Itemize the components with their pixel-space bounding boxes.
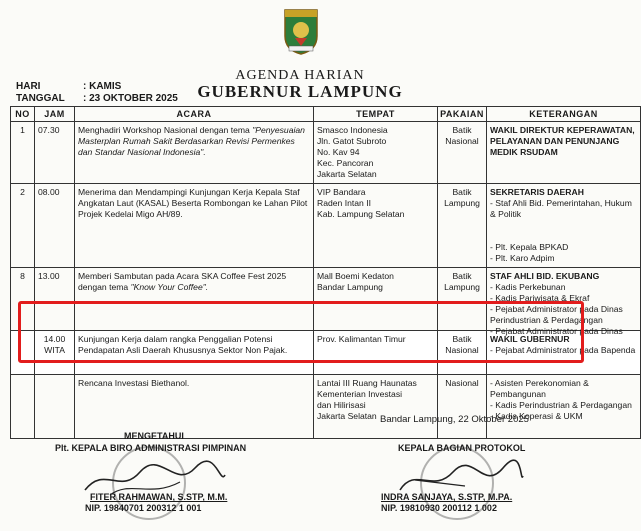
row-keterangan <box>487 242 641 268</box>
keterangan-title: WAKIL DIREKTUR KEPERAWATAN, PELAYANAN DAN PENUNJANG MEDIK RSUDAM <box>490 125 635 157</box>
keterangan-title: STAF AHLI BID. EKUBANG <box>490 270 600 281</box>
row-keterangan <box>487 374 641 438</box>
keterangan-item: - Pejabat Administrator pada Dinas Perindustrian & Perdagangan <box>490 303 623 325</box>
left-name: FITER RAHMAWAN, S.STP, M.M. <box>90 492 228 502</box>
keterangan-item: - Pejabat Administrator pada Dinas <box>490 325 623 336</box>
row-jam: 14.00 WITA <box>35 330 75 374</box>
row-jam: 08.00 <box>35 184 75 242</box>
right-name: INDRA SANJAYA, S.STP, M.PA. <box>381 492 513 502</box>
office-title: GUBERNUR LAMPUNG <box>197 82 403 101</box>
table-header-row <box>11 107 641 122</box>
left-role: Plt. KEPALA BIRO ADMINISTRASI PIMPINAN <box>55 443 247 453</box>
row-acara <box>75 184 314 242</box>
col-header-tempat: TEMPAT <box>314 107 438 122</box>
row-no: 8 <box>11 267 35 330</box>
tempat-line: dan Hilirisasi <box>317 399 366 410</box>
pakaian-line: Lampung <box>444 281 480 292</box>
row-tempat <box>314 184 438 242</box>
keterangan-item: - Pejabat Administrator pada Bapenda <box>490 344 636 355</box>
table-row <box>11 184 641 242</box>
tempat-line: Kab. Lampung Selatan <box>317 209 405 219</box>
acara-text: Menghadiri Workshop Nasional dengan tema <box>78 125 253 135</box>
hari-label: HARI <box>16 81 41 92</box>
col-header-keterangan: KETERANGAN <box>487 107 641 122</box>
row-pakaian <box>438 374 487 438</box>
row-tempat <box>314 374 438 438</box>
pakaian-line: Lampung <box>444 198 480 208</box>
keterangan-title: SEKRETARIS DAERAH <box>490 187 584 197</box>
row-jam: 07.30 <box>35 122 75 184</box>
tempat-line: Smasco Indonesia <box>317 125 388 135</box>
left-heading: MENGETAHUI <box>124 431 184 441</box>
row-keterangan <box>487 184 641 242</box>
pakaian-line: Nasional <box>445 136 479 146</box>
table-row <box>11 242 641 268</box>
col-header-acara: ACARA <box>75 107 314 122</box>
row-acara <box>75 374 314 438</box>
row-pakaian <box>438 122 487 184</box>
tempat-line: Jakarta Selatan <box>317 410 377 421</box>
table-row <box>11 122 641 184</box>
tempat-line: Jln. Gatot Subroto <box>317 136 387 146</box>
keterangan-item: - Kadis Koperasi & UKM <box>490 410 583 421</box>
tanggal-label: TANGGAL <box>16 93 65 104</box>
col-header-jam: JAM <box>35 107 75 122</box>
acara-text: Kunjungan Kerja dalam rangka Penggalian Potensi Pendapatan Asli Daerah Khususnya Sektor Non Pajak. <box>78 333 288 355</box>
acara-text: Rencana Investasi Biethanol. <box>78 377 190 388</box>
row-jam: 13.00 <box>35 267 75 330</box>
keterangan-item: - Kadis Pariwisata & Ekraf <box>490 292 590 303</box>
keterangan-item: - Kadis Perindustrian & Perdagangan <box>490 399 632 410</box>
agenda-title: AGENDA HARIAN <box>235 68 365 83</box>
tempat-line: Kementerian Investasi <box>317 388 403 399</box>
hari-value: : KAMIS <box>83 81 122 92</box>
acara-text: Menerima dan Mendampingi Kunjungan Kerja Kepala Staf Angkatan Laut (KASAL) Beserta Rombongan ke Lahan Pilot Projek Kedelai Migo AH/89. <box>78 187 308 219</box>
tempat-line: Raden Intan II <box>317 198 371 208</box>
pakaian-line: Batik <box>452 333 472 344</box>
row-no: 2 <box>11 184 35 242</box>
acara-italic-text: "Know Your Coffee". <box>130 281 209 292</box>
keterangan-item: - Kadis Perkebunan <box>490 281 566 292</box>
right-nip: NIP. 19810930 200112 1 002 <box>381 503 497 513</box>
row-tempat <box>314 122 438 184</box>
keterangan-item: - Plt. Kepala BPKAD <box>490 241 569 252</box>
table-row <box>11 374 641 438</box>
pakaian-line: Nasional <box>445 344 479 355</box>
pakaian-line: Nasional <box>445 377 479 388</box>
left-nip: NIP. 19840701 200312 1 001 <box>85 503 202 513</box>
lampung-crest-logo <box>281 4 321 56</box>
tempat-line: Jakarta Selatan <box>317 169 377 179</box>
tempat-line: Prov. Kalimantan Timur <box>317 333 406 344</box>
tempat-line: No. Kav 94 <box>317 147 360 157</box>
pakaian-line: Batik <box>452 270 472 281</box>
agenda-table <box>10 106 641 439</box>
row-no: 1 <box>11 122 35 184</box>
tempat-line: Mall Boemi Kedaton <box>317 270 394 281</box>
col-header-pakaian: PAKAIAN <box>438 107 487 122</box>
pakaian-line: Batik <box>452 187 472 197</box>
right-role: KEPALA BAGIAN PROTOKOL <box>398 443 526 453</box>
red-highlight-box <box>18 301 584 363</box>
tempat-line: Lantai III Ruang Haunatas <box>317 377 417 388</box>
pakaian-line: Batik <box>452 125 472 135</box>
keterangan-title: WAKIL GUBERNUR <box>490 333 570 344</box>
acara-italic-text: "Penyesuaian Masterplan Rumah Sakit Berdasarkan Revisi Permenkes dan Standar Nasional Indonesia". <box>78 125 305 157</box>
keterangan-item: - Staf Ahli Bid. Pemerintahan, Hukum & Politik <box>490 198 632 219</box>
tempat-line: VIP Bandara <box>317 187 366 197</box>
acara-text: Memberi Sambutan pada Acara SKA Coffee Fest 2025 dengan tema <box>78 270 287 292</box>
row-keterangan <box>487 122 641 184</box>
row-acara <box>75 122 314 184</box>
row-pakaian <box>438 184 487 242</box>
place-date: Bandar Lampung, 22 Oktober 2025 <box>380 414 529 425</box>
tempat-line: Bandar Lampung <box>317 281 383 292</box>
tanggal-value: : 23 OKTOBER 2025 <box>83 93 178 104</box>
col-header-no: NO <box>11 107 35 122</box>
keterangan-item: - Asisten Perekonomian & Pembangunan <box>490 377 589 399</box>
tempat-line: Kec. Pancoran <box>317 158 374 168</box>
keterangan-item: - Plt. Karo Adpim <box>490 252 555 263</box>
